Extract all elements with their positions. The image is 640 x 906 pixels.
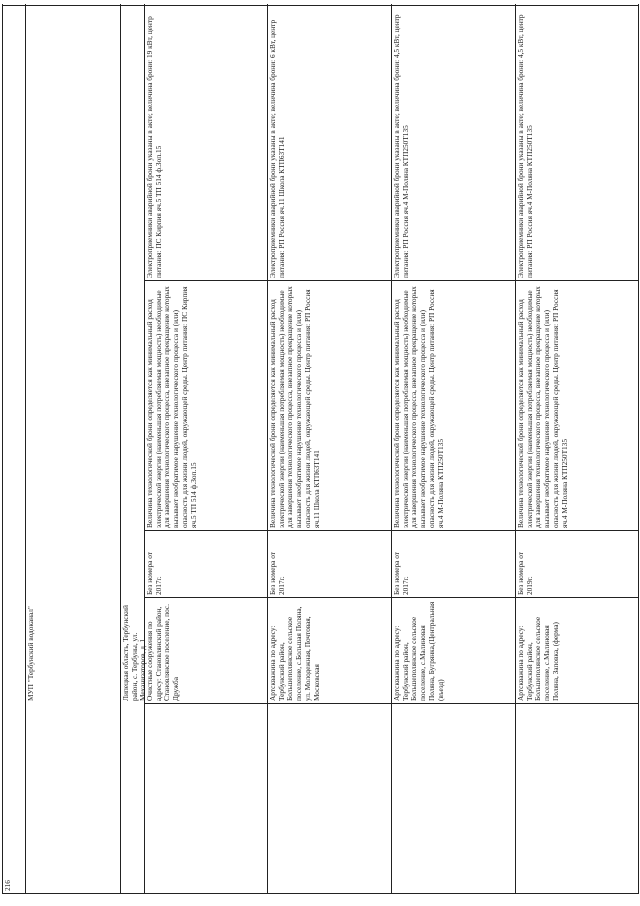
table-border-bottom [638,4,639,894]
entry-act: Электроприемники аварийной брони указаны в акте; величина брони: 19 кВт, центр питания: ПС Кирпия яч.5 ТП 514 ф.Зоп.15 [145,16,163,278]
table-column-line [120,4,121,894]
entry-determination: Величина технологической брони определяется как минимальный расход электрической энергии (наименьшая потребляемая мощность) необходимые для завершения технологического процесса, внезапное прекращение которых вызывает необратимое нарушение технологического процесса и (или) опасность для жизни людей, окружающей среды. Центр питания: РП Россия яч.4 М-Поляна КТП250Т135 [392,286,445,528]
entry-object: Очистные сооружения по адресу: Становлянский район, Становлянское поселение, пос. Дружба [145,604,181,701]
entry-determination: Величина технологической брони определяется как минимальный расход электрической энергии (наименьшая потребляемая мощность) необходимые для завершения технологического процесса, внезапное прекращение которых вызывает необратимое нарушение технологического процесса и (или) опасность для жизни людей, окружающей среды. Центр питания: РП Россия яч.4 М-Поляна КТП250Т135 [516,286,569,528]
entry-act: Электроприемники аварийной брони указаны в акте; величина брони: 4,5 кВт, центр питания: РП Россия яч.4 М-Поляна КТП250Т135 [392,14,410,278]
table-column-line [25,4,26,894]
entry-act: Электроприемники аварийной брони указаны в акте; величина брони: 4,5 кВт, центр питания: РП Россия яч.4 М-Поляна КТП250Т135 [516,14,534,278]
entry-object: Артскважина по адресу: Тербунский район, Большеполянское сельское поселение, с.Большая Поляна, ул. Молодежная, Почтовая, Московская [268,606,321,701]
entry-determination: Величина технологической брони определяется как минимальный расход электрической энергии (наименьшая потребляемая мощность) необходимые для завершения технологического процесса, внезапное прекращение которых вызывает необратимое нарушение технологического процесса и (или) опасность для жизни людей, окружающей среды. Центр питания: РП Россия яч.11 Школа КТП63Т141 [268,286,321,528]
organization-address: Липецкая область, Тербунский район, с. Тербуны, ул. Механизаторов, д. 1 [121,605,148,701]
entry-doc: Без номера от 2019г. [516,552,534,595]
entry-object: Артскважина по адресу: Тербунский район, Большеполянское сельское поселение, с.Малиновая Поляна, Бугрянка,(Центральная (въезд) [392,601,445,701]
row-number: 216 [3,880,12,891]
entry-determination: Величина технологической брони определяется как минимальный расход электрической энергии (наименьшая потребляемая мощность) необходимые для завершения технологического процесса, внезапное прекращение которых вызывает необратимое нарушение технологического процесса и (или) опасность для жизни людей, окружающей среды. Центр питания: ПС Кирпия яч.5 ТП 514 ф.Зоп.15 [145,286,198,528]
entry-doc: Без номера от 2017г. [145,552,163,595]
entry-object: Артскважина по адресу: Тербунский район, Большеполянское сельское поселение, с.Малиновая Поляна, Заповка, (ферма) [516,616,560,701]
entry-doc: Без номера от 2017г. [392,552,410,595]
entry-doc: Без номера от 2017г. [268,552,286,595]
organization-name: МУП "Тербунский водоканал" [26,606,35,701]
table-border-left [2,893,638,894]
entry-act: Электроприемники аварийной брони указаны в акте; величина брони: 6 кВт, центр питания: РП Россия яч.11 Школа КТП63Т141 [268,19,286,278]
